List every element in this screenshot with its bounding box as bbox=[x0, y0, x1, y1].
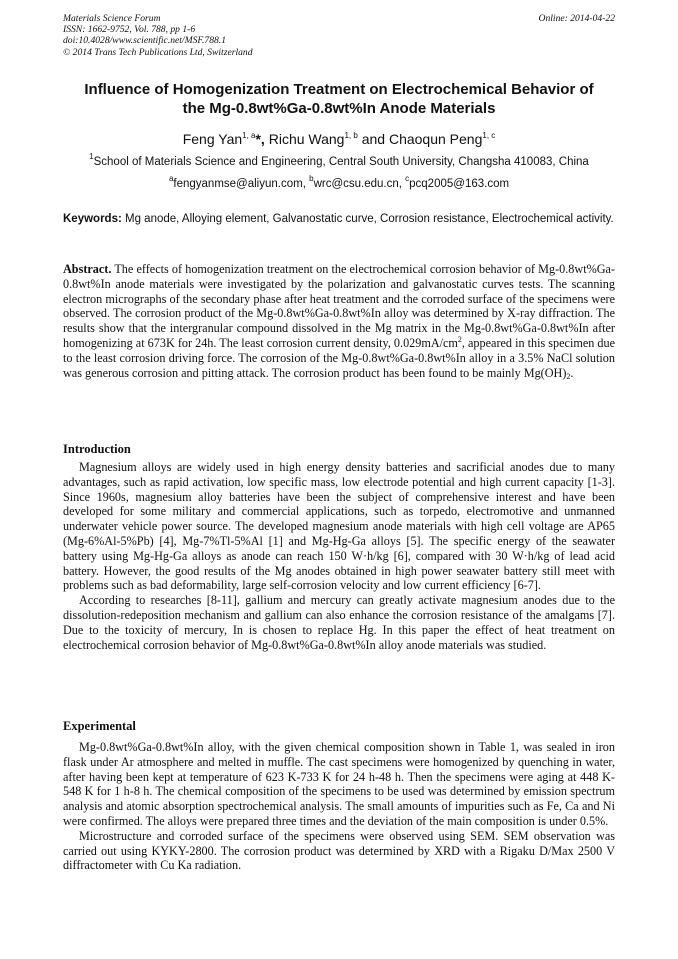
experimental-paragraph-2: Microstructure and corroded surface of the specimens were observed using SEM. SEM observation was carried out using KYKY-2800. The corrosion product was determined by XRD with a Rigaku D/Max 2500 V diffractometer with Cu Ka radiation. bbox=[63, 828, 615, 873]
author-1: Feng Yan bbox=[182, 131, 243, 147]
experimental-heading: Experimental bbox=[63, 719, 136, 733]
experimental-paragraph-1: Mg-0.8wt%Ga-0.8wt%In alloy, with the given chemical composition shown in Table 1, was sealed in iron flask under Ar atmosphere and melted in muffle. The cast specimens were homogenized by quenching in water, after having been kept at temperature of 623 K-733 K for 24 h-48 h. Then the specimens were aging at 448 K-548 K for 1 h-8 h. The chemical composition of the specimens to be used was determined by emission spectrum analysis and atomic absorption spectrochemical analysis. The small amounts of impurities such as Fe, Ca and Ni were confirmed. The alloys were prepared three times and the deviation of the main composition is under 0.5%. bbox=[63, 740, 615, 828]
introduction-paragraph-2: According to researches [8-11], gallium and mercury can greatly activate magnesium anodes due to the dissolution-redeposition mechanism and gallium can also enhance the corrosion resistance of the amalgams [7]. Due to the toxicity of mercury, In is chosen to replace Hg. In this paper the effect of heat treatment on electrochemical corrosion behavior of Mg-0.8wt%Ga-0.8wt%In alloy anode materials was studied. bbox=[63, 593, 615, 652]
journal-name: Materials Science Forum bbox=[63, 13, 161, 24]
affiliation-text: School of Materials Science and Engineering, Central South University, Changsha 410083, China bbox=[93, 156, 589, 168]
abstract-text-c: . bbox=[570, 365, 574, 380]
email-a-mark: a bbox=[168, 174, 174, 183]
email-c: pcq2005@163.com bbox=[409, 178, 510, 190]
corresponding-mark: *, bbox=[255, 131, 265, 147]
email-c-mark: c bbox=[405, 174, 410, 183]
author-3-affil: 1, c bbox=[482, 131, 496, 140]
copyright-line: © 2014 Trans Tech Publications Ltd, Switzerland bbox=[63, 46, 253, 58]
author-3: Chaoqun Peng bbox=[388, 131, 483, 147]
abstract-sup: 2 bbox=[457, 334, 462, 344]
keywords bbox=[63, 212, 615, 227]
doi-line: doi:10.4028/www.scientific.net/MSF.788.1 bbox=[63, 35, 226, 47]
email-b-mark: b bbox=[309, 174, 314, 183]
abstract bbox=[63, 262, 615, 380]
email-a: fengyanmse@aliyun.com, bbox=[173, 178, 306, 190]
author-list bbox=[40, 130, 638, 148]
experimental-section bbox=[63, 740, 615, 873]
online-date: Online: 2014-04-22 bbox=[538, 13, 615, 24]
abstract-sub: 2 bbox=[566, 371, 571, 381]
title-line-2: the Mg-0.8wt%Ga-0.8wt%In Anode Materials bbox=[182, 100, 496, 117]
introduction-section bbox=[63, 460, 615, 652]
email-list bbox=[40, 174, 638, 192]
abstract-text-a: The effects of homogenization treatment on the electrochemical corrosion behavior of Mg-0.8wt%Ga-0.8wt%In anode materials were investigated by the polarization and galvanostatic curves tests. The scanning electron micrographs of the secondary phase after heat treatment and the corroded surface of the specimens were observed. The corrosion product of the Mg-0.8wt%Ga-0.8wt%In alloy was determined by X-ray diffraction. The results show that the intergranular compound dissolved in the Mg matrix in the Mg-0.8wt%Ga-0.8wt%In after homogenizing at 673K for 24h. The least corrosion current density, 0.029mA/cm bbox=[63, 262, 615, 350]
author-conjunction: and bbox=[361, 131, 386, 147]
keywords-label: Keywords: bbox=[63, 213, 122, 225]
author-2: Richu Wang bbox=[268, 131, 345, 147]
paper-title bbox=[40, 80, 638, 118]
issn-line: ISSN: 1662-9752, Vol. 788, pp 1-6 bbox=[63, 24, 196, 36]
author-2-affil: 1, b bbox=[344, 131, 358, 140]
email-b: wrc@csu.edu.cn, bbox=[313, 178, 402, 190]
affiliation bbox=[40, 152, 638, 170]
introduction-paragraph-1: Magnesium alloys are widely used in high energy density batteries and sacrificial anodes due to many advantages, such as rapid activation, low specific mass, low electrode potential and high current capacity [1-3]. Since 1960s, magnesium alloy batteries have been the subject of comprehensive interest and have been developed for some military and commercial applications, such as torpedo, electromotive and unmanned underwater vehicle power source. The developed magnesium anode materials with high cell voltage are AP65 (Mg-6%Al-5%Pb) [4], Mg-7%Tl-5%Al [1] and Mg-Hg-Ga alloys [5]. The specific energy of the seawater battery using Mg-Hg-Ga alloys as anode can reach 150 W·h/kg [6], compared with 30 W·h/kg of lead acid battery. However, the good results of the Mg anodes obtained in high power seawater battery still meet with problems such as bad deformability, large self-corrosion velocity and low current efficiency [6-7]. bbox=[63, 460, 615, 593]
abstract-text-b: , appeared in this specimen due to the least corrosion driving force. The corrosion of the Mg-0.8wt%Ga-0.8wt%In alloy in a 3.5% NaCl solution was generous corrosion and pitting attack. The corrosion product has been found to be mainly Mg(OH) bbox=[63, 335, 615, 380]
introduction-heading: Introduction bbox=[63, 442, 131, 456]
abstract-label: Abstract. bbox=[63, 262, 112, 276]
journal-header bbox=[63, 13, 615, 58]
affiliation-number: 1 bbox=[89, 152, 94, 161]
keywords-text: Mg anode, Alloying element, Galvanostatic curve, Corrosion resistance, Electrochemical activity. bbox=[125, 213, 614, 225]
title-line-1: Influence of Homogenization Treatment on Electrochemical Behavior of bbox=[84, 81, 594, 98]
author-1-affil: 1, a bbox=[242, 131, 256, 140]
